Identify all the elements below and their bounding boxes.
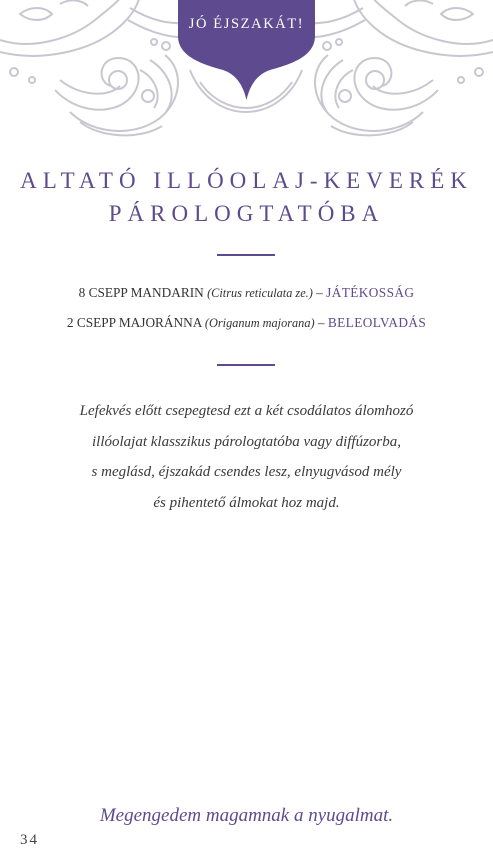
ingredient-quality: BELEOLVADÁS [327,315,427,330]
banner-title: JÓ ÉJSZAKÁT! [188,16,305,32]
ingredient-quality: JÁTÉKOSSÁG [326,285,415,300]
divider-bottom [217,364,275,366]
description-line: s meglásd, éjszakád csendes lesz, elnyugvásod mély [91,464,402,480]
affirmation-text: Megengedem magamnak a nyugalmat. [99,805,394,826]
recipe-title-line1: ALTATÓ ILLÓOLAJ-KEVERÉK [20,168,473,193]
recipe-title-line2: PÁROLOGTATÓBA [108,201,385,226]
ingredient-latin-name: (Citrus reticulata ze.) [207,286,313,300]
ingredient-amount: 8 CSEPP MANDARIN [78,285,204,300]
description-line: illóolajat klasszikus párologtatóba vagy diffúzorba, [91,433,402,450]
ingredient-latin-name: (Origanum majorana) [204,316,315,330]
description-line: Lefekvés előtt csepegtesd ezt a két csodálatos álomhozó [79,403,414,419]
recipe-title [0,164,493,230]
ingredient-separator: – [316,285,323,300]
page-number: 34 [20,832,39,848]
description-line: és pihentető álmokat hoz majd. [153,494,340,511]
ingredient-row [0,315,493,331]
ingredient-separator: – [317,315,325,330]
ingredient-row [0,285,493,301]
divider-top [217,254,275,256]
ingredient-amount: 2 CSEPP MAJORÁNNA [66,315,202,330]
description-paragraph [0,396,493,518]
